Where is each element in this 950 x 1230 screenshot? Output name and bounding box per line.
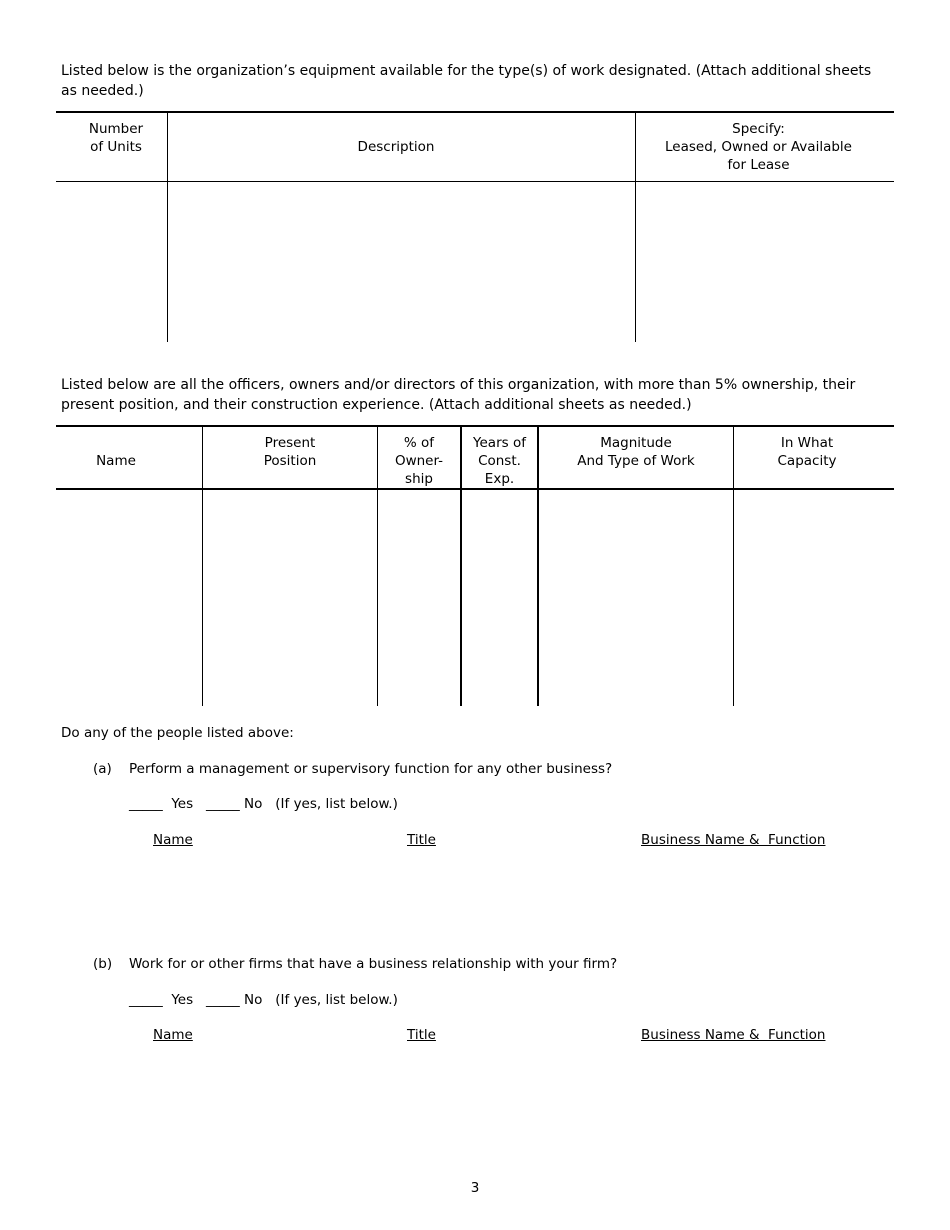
questions-lead: Do any of the people listed above: (61, 725, 294, 741)
question-b-col-title: Title (407, 1027, 436, 1043)
question-b-col-business: Business Name & Function (641, 1027, 826, 1043)
equipment-header-description: Description (357, 139, 435, 155)
officers-intro: Listed below are all the officers, owners and/or directors of this organization, with more than 5% ownership, their present position, and their construction experience. (Attach additional sheets as needed.) (61, 377, 856, 413)
question-b-text: Work for or other firms that have a business relationship with your firm? (129, 956, 618, 972)
equipment-intro: Listed below is the organization’s equipment available for the type(s) of work designated. (Attach additional sheets as needed.) (61, 63, 872, 99)
equipment-header-specify: Specify: Leased, Owned or Available for Lease (665, 121, 852, 173)
officers-header-capacity: In What Capacity (777, 435, 837, 469)
question-a-text: Perform a management or supervisory function for any other business? (129, 761, 613, 777)
equipment-header-units: Number of Units (88, 121, 144, 155)
equipment-table-top-rule (56, 111, 894, 113)
officers-table-top-rule (56, 425, 894, 427)
officers-header-magnitude: Magnitude And Type of Work (577, 435, 695, 469)
question-a-col-title: Title (407, 832, 436, 848)
officers-header-ownership: % of Owner- ship (394, 435, 444, 487)
question-a-label: (a) (93, 761, 112, 777)
question-a-col-business: Business Name & Function (641, 832, 826, 848)
officers-header-years: Years of Const. Exp. (473, 435, 526, 487)
question-b-label: (b) (93, 956, 113, 972)
officers-header-name: Name (96, 453, 136, 469)
question-a-yes-no[interactable]: _____ Yes _____ No (If yes, list below.) (129, 796, 398, 812)
question-b-col-name: Name (153, 1027, 193, 1043)
officers-table-header-rule (56, 488, 894, 490)
question-b-yes-no[interactable]: _____ Yes _____ No (If yes, list below.) (129, 992, 398, 1008)
equipment-table-header-rule (56, 181, 894, 182)
question-a-col-name: Name (153, 832, 193, 848)
page-number: 3 (470, 1180, 480, 1196)
officers-header-position: Present Position (263, 435, 317, 469)
